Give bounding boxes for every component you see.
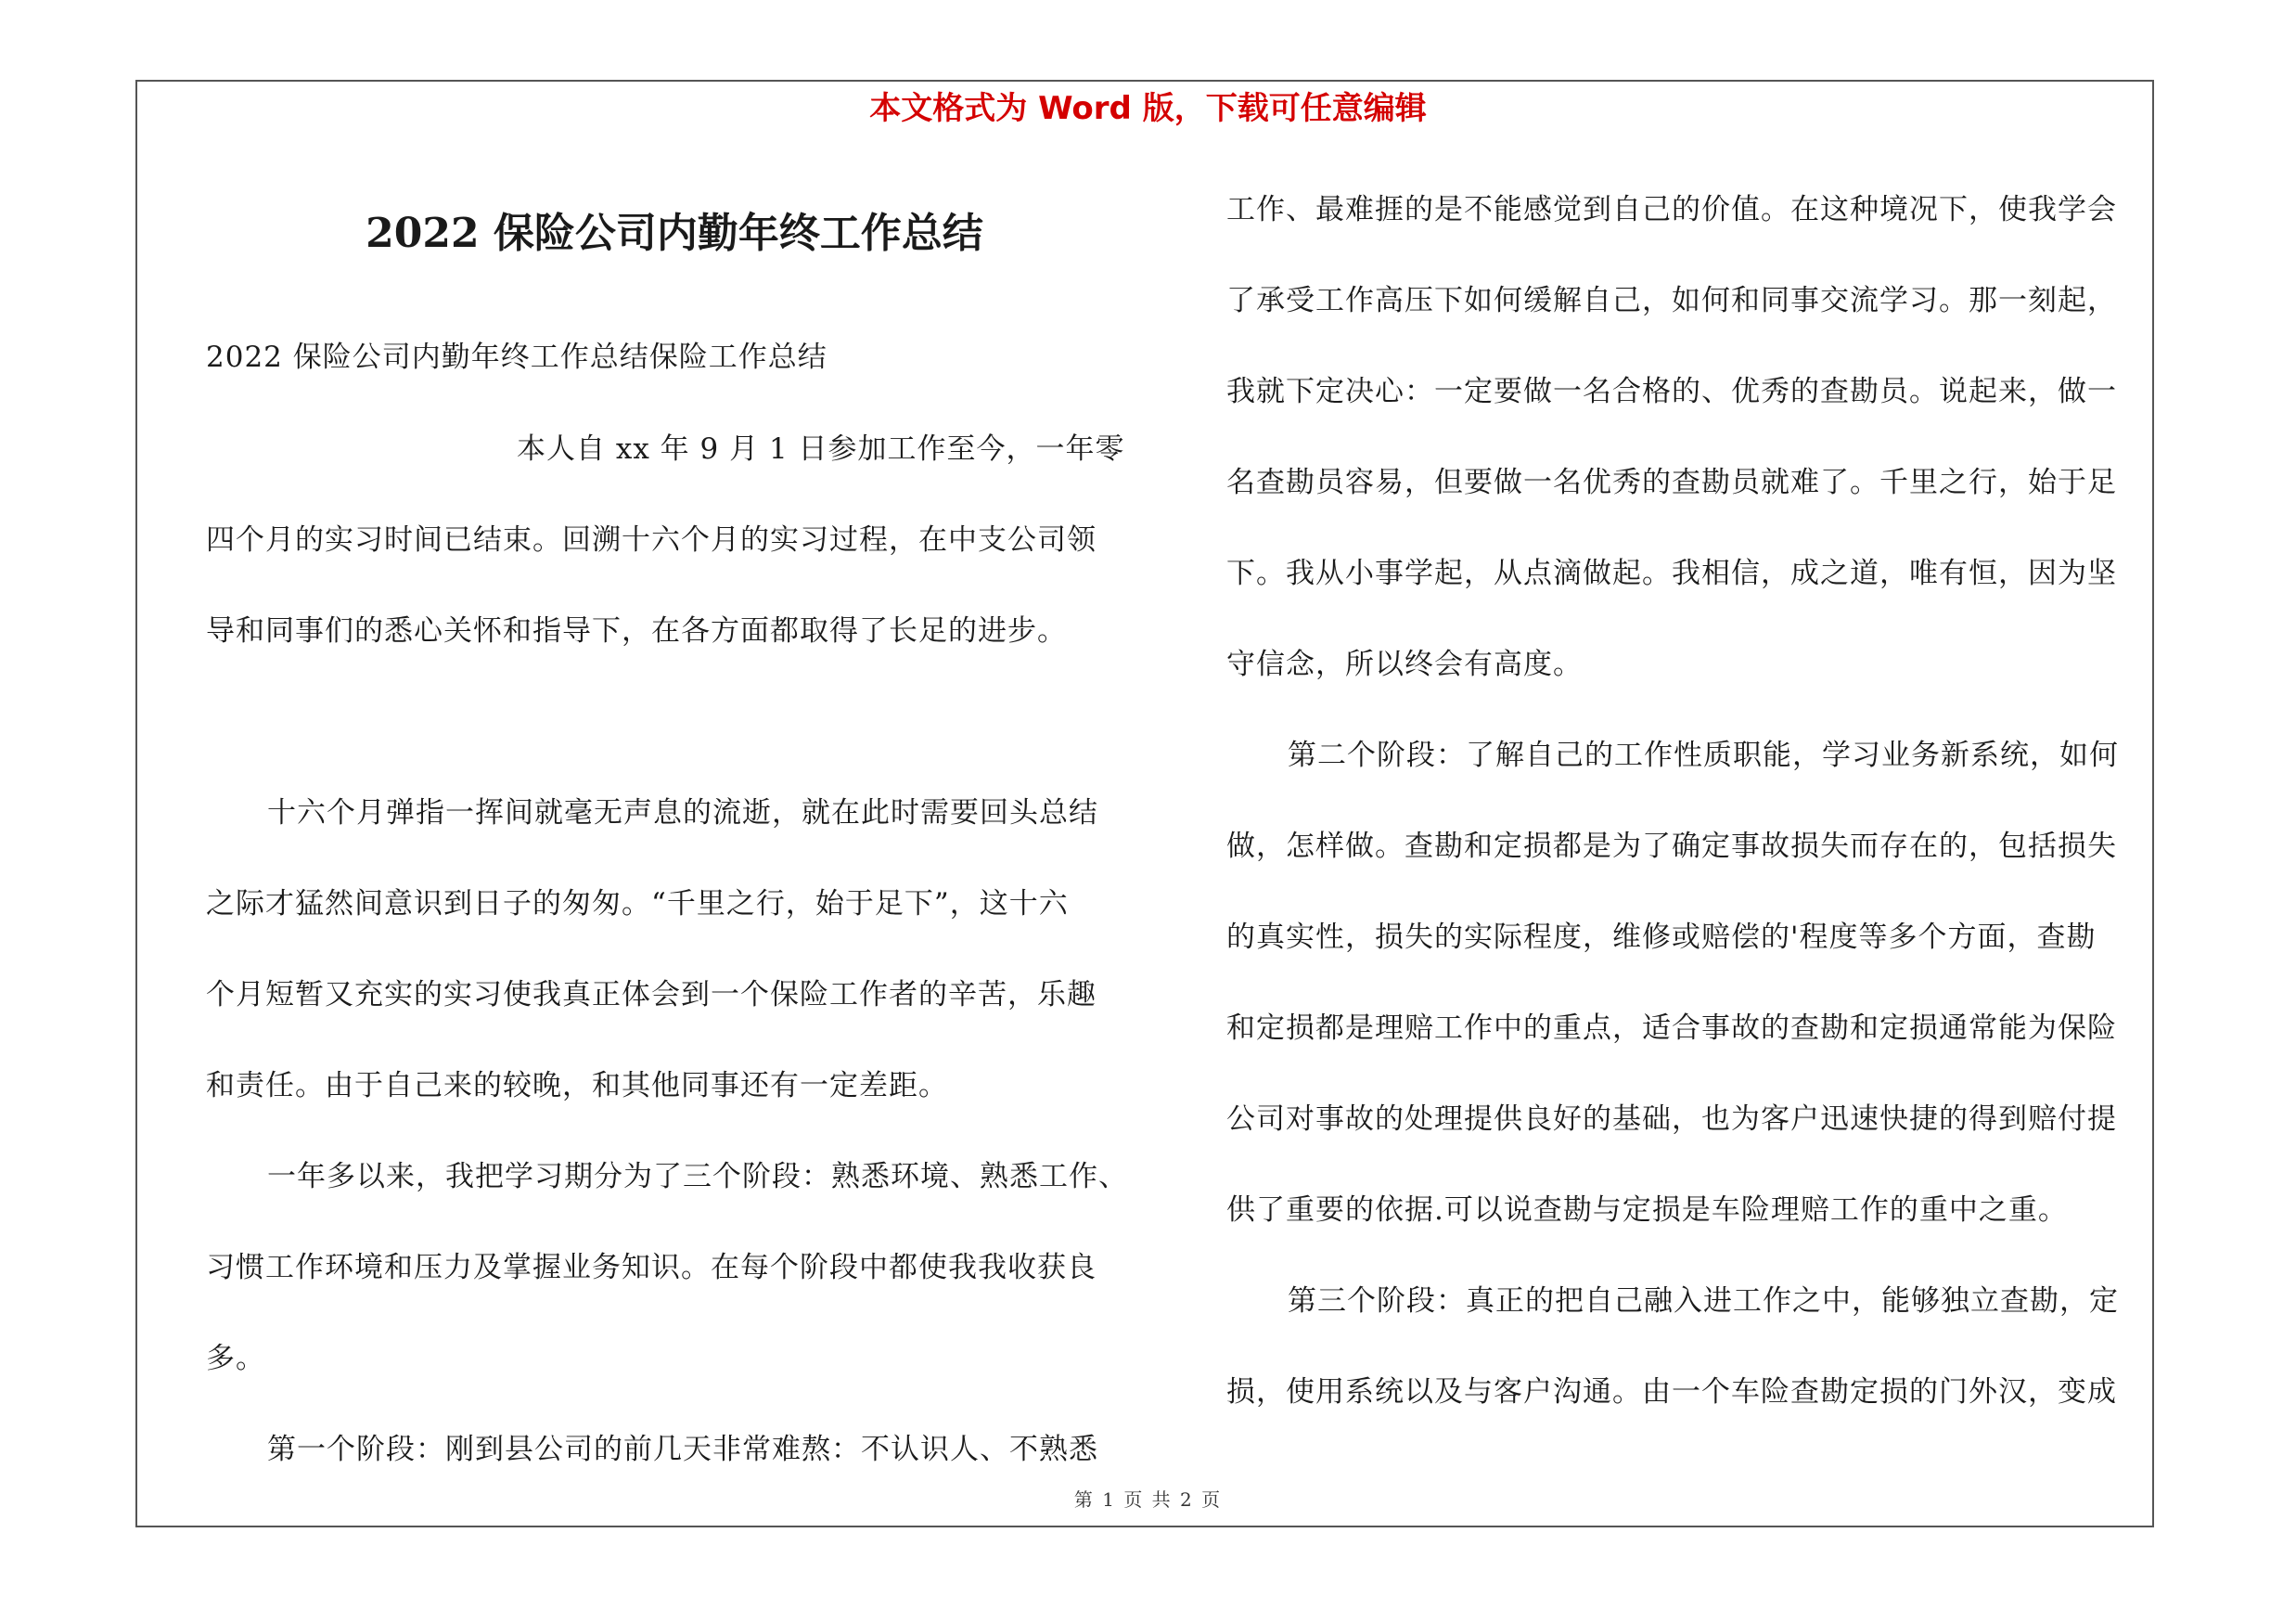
paragraph-line: 工作、最难捱的是不能感觉到自己的价值。在这种境况下，使我学会 <box>1226 193 2117 226</box>
paragraph-line: 一年多以来，我把学习期分为了三个阶段：熟悉环境、熟悉工作、 <box>267 1160 1128 1193</box>
paragraph-line: 之际才猛然间意识到日子的匆匆。“千里之行，始于足下”，这十六 <box>206 887 1069 921</box>
paragraph-line: 做，怎样做。查勘和定损都是为了确定事故损失而存在的，包括损失 <box>1226 830 2117 863</box>
paragraph-line: 本人自 xx 年 9 月 1 日参加工作至今，一年零 <box>517 432 1125 466</box>
page-number-footer: 第 1 页 共 2 页 <box>1073 1488 1223 1511</box>
document-title: 2022 保险公司内勤年终工作总结 <box>366 210 983 257</box>
paragraph-line: 导和同事们的悉心关怀和指导下，在各方面都取得了长足的进步。 <box>206 614 1067 648</box>
paragraph-line: 公司对事故的处理提供良好的基础，也为客户迅速快捷的得到赔付提 <box>1226 1102 2117 1136</box>
paragraph-line: 的真实性，损失的实际程度，维修或赔偿的'程度等多个方面，查勘 <box>1226 921 2097 954</box>
paragraph-line: 供了重要的依据.可以说查勘与定损是车险理赔工作的重中之重。 <box>1226 1193 2068 1227</box>
paragraph-line: 损，使用系统以及与客户沟通。由一个车险查勘定损的门外汉，变成 <box>1226 1375 2117 1409</box>
paragraph-line: 第二个阶段：了解自己的工作性质职能，学习业务新系统，如何 <box>1288 739 2119 772</box>
paragraph-line: 名查勘员容易，但要做一名优秀的查勘员就难了。千里之行，始于足 <box>1226 466 2117 499</box>
paragraph-line: 和责任。由于自己来的较晚，和其他同事还有一定差距。 <box>206 1069 948 1102</box>
paragraph-line: 2022 保险公司内勤年终工作总结保险工作总结 <box>206 341 827 374</box>
paragraph-line: 下。我从小事学起，从点滴做起。我相信，成之道，唯有恒，因为坚 <box>1226 557 2117 590</box>
paragraph-line: 多。 <box>206 1342 265 1375</box>
paragraph-line: 第一个阶段：刚到县公司的前几天非常难熬：不认识人、不熟悉 <box>267 1433 1098 1466</box>
paragraph-line: 四个月的实习时间已结束。回溯十六个月的实习过程，在中支公司领 <box>206 523 1097 557</box>
paragraph-line: 了承受工作高压下如何缓解自己，如何和同事交流学习。那一刻起， <box>1226 284 2117 317</box>
paragraph-line: 第三个阶段：真正的把自己融入进工作之中，能够独立查勘，定 <box>1288 1284 2119 1318</box>
paragraph-line: 习惯工作环境和压力及掌握业务知识。在每个阶段中都使我我收获良 <box>206 1251 1097 1284</box>
paragraph-line: 守信念，所以终会有高度。 <box>1226 648 1583 681</box>
paragraph-line: 我就下定决心：一定要做一名合格的、优秀的查勘员。说起来，做一 <box>1226 375 2117 408</box>
paragraph-line: 个月短暂又充实的实习使我真正体会到一个保险工作者的辛苦，乐趣 <box>206 978 1097 1011</box>
paragraph-line: 十六个月弹指一挥间就毫无声息的流逝，就在此时需要回头总结 <box>267 796 1098 830</box>
format-banner: 本文格式为 Word 版，下载可任意编辑 <box>869 90 1427 127</box>
paragraph-line: 和定损都是理赔工作中的重点，适合事故的查勘和定损通常能为保险 <box>1226 1011 2117 1045</box>
